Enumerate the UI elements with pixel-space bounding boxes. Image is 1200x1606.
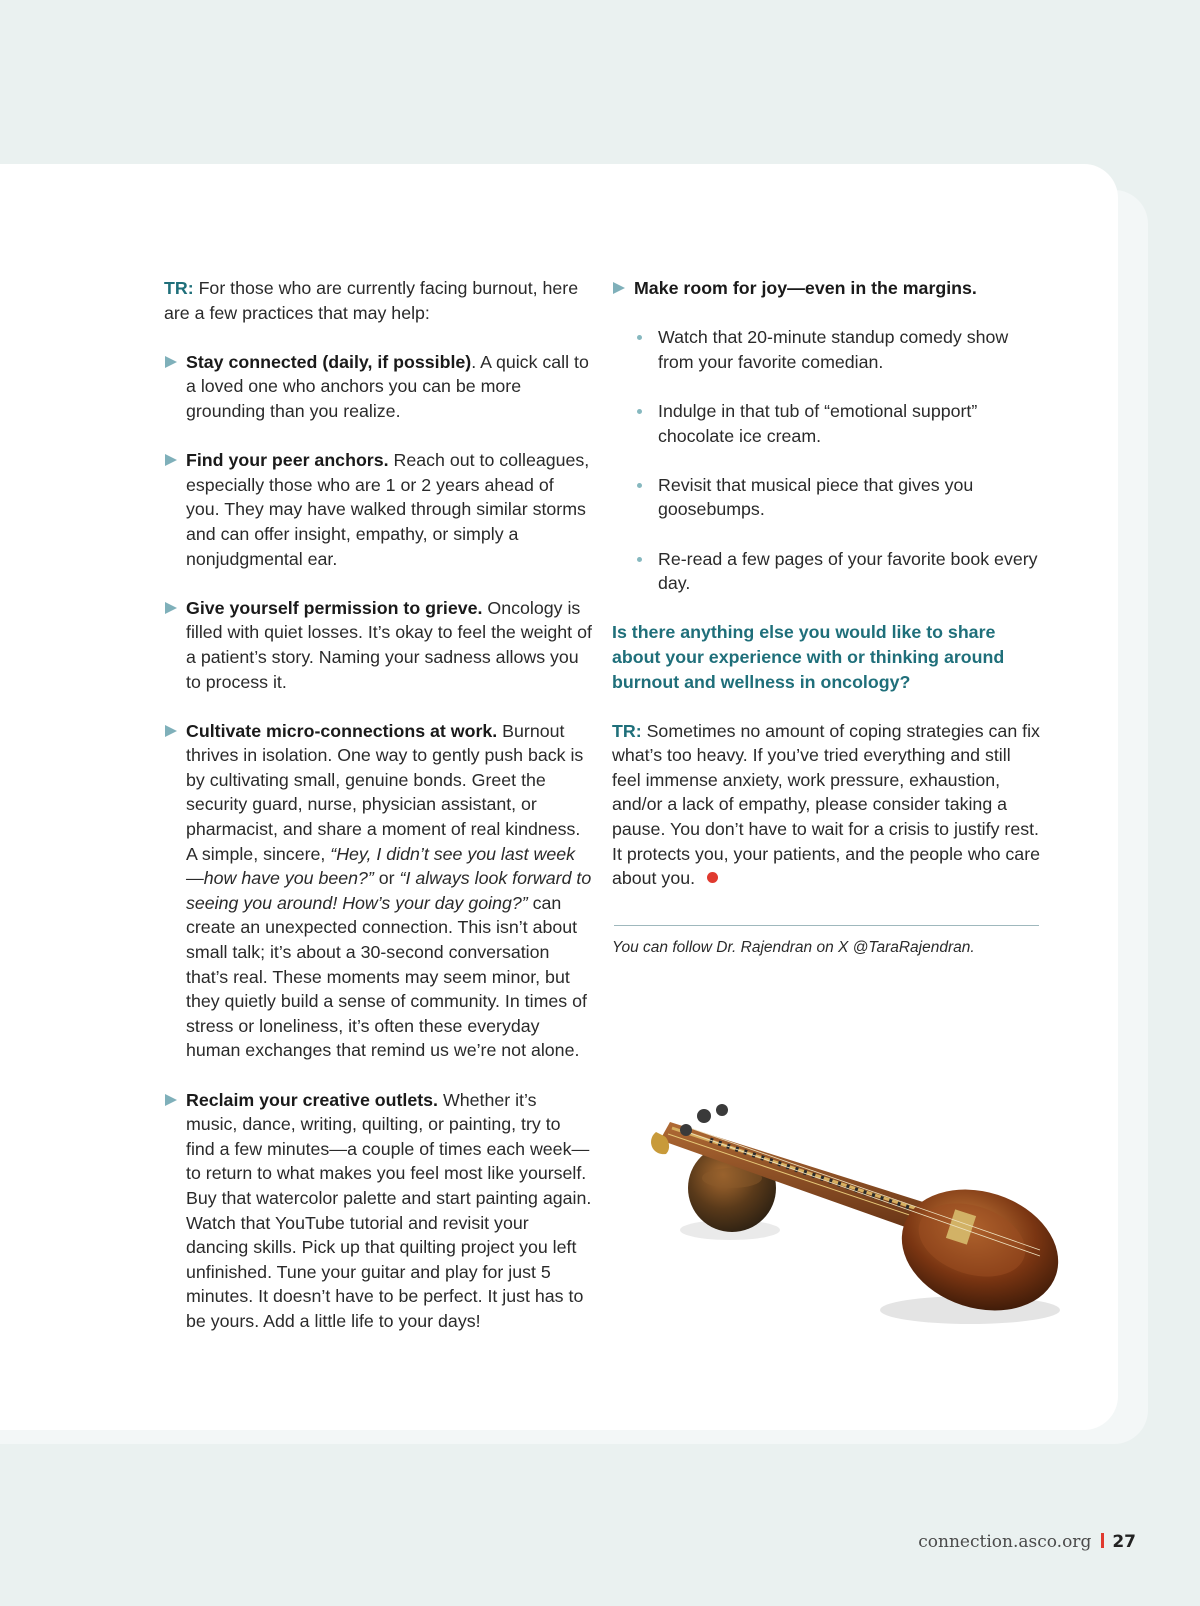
bullet-dot-icon — [637, 483, 642, 488]
end-mark-icon — [707, 872, 718, 883]
tip-item — [164, 350, 592, 424]
tip-heading: Cultivate micro-connections at work. — [186, 720, 498, 741]
joy-heading-item — [612, 276, 1040, 301]
list-item-text: Indulge in that tub of “emotional support” chocolate ice cream. — [658, 400, 978, 446]
interview-answer — [612, 719, 1040, 891]
tip-text: Burnout thrives in isolation. One way to gently push back is by cultivating small, genuine bonds. Greet the security guard, nurse, physician assistant, or pharmacist, and share a moment of real kindness. A simple, sincere, — [186, 720, 584, 864]
tip-heading: Stay connected (daily, if possible) — [186, 351, 472, 372]
list-item-text: Re-read a few pages of your favorite book every day. — [658, 548, 1038, 594]
tip-text: Oncology is filled with quiet losses. It’s okay to feel the weight of a patient’s story. Naming your sadness allows you to process it. — [186, 597, 592, 692]
bullet-dot-icon — [637, 335, 642, 340]
tip-text: . A quick call to a loved one who anchors you can be more grounding than you realize. — [186, 351, 589, 421]
list-item — [612, 399, 1040, 448]
joy-heading: Make room for joy—even in the margins. — [634, 278, 977, 298]
list-item — [612, 547, 1040, 596]
tip-text: can create an unexpected connection. This isn’t about small talk; it’s about a 30-second conversation that’s real. These moments may seem minor, but they quietly build a sense of community. In times of stress or loneliness, it’s often these everyday human exchanges that remind us we’re not alone. — [186, 892, 587, 1061]
tip-item — [164, 448, 592, 571]
triangle-bullet-icon — [613, 282, 625, 294]
tip-text: Whether it’s music, dance, writing, quilting, or painting, try to find a few minutes—a couple of times each week—to return to what makes you feel most like yourself. Buy that watercolor palette and start painting again. Watch that YouTube tutorial and revisit your dancing skills. Pick up that quilting project you left unfinished. Tune your guitar and play for just 5 minutes. It doesn’t have to be perfect. It just has to be yours. Add a little life to your days! — [186, 1089, 592, 1331]
list-item — [612, 473, 1040, 522]
divider — [614, 925, 1039, 926]
tip-quote: “I always look forward to seeing you around! How’s your day going?” — [186, 868, 592, 913]
intro-text: For those who are currently facing burnout, here are a few practices that may help: — [164, 278, 579, 323]
veena-instrument-image — [650, 1100, 1070, 1340]
triangle-bullet-icon — [165, 725, 177, 737]
bullet-dot-icon — [637, 557, 642, 562]
tip-item — [164, 719, 592, 1063]
tip-quote: “Hey, I didn’t see you last week—how have you been?” — [186, 843, 576, 889]
page-footer — [918, 1532, 1136, 1552]
footer-site: connection.asco.org — [918, 1532, 1092, 1552]
left-column — [164, 276, 592, 1358]
joy-list — [612, 325, 1040, 596]
right-column — [612, 276, 1040, 960]
triangle-bullet-icon — [165, 454, 177, 466]
page-number: 27 — [1112, 1532, 1136, 1552]
list-item-text: Watch that 20-minute standup comedy show from your favorite comedian. — [658, 327, 1009, 372]
tip-heading: Reclaim your creative outlets. — [186, 1089, 439, 1110]
answer-text: Sometimes no amount of coping strategies can fix what’s too heavy. If you’ve tried everything and still feel immense anxiety, work pressure, exhaustion, and/or a lack of empathy, please consider taking a pause. You don’t have to wait for a crisis to justify rest. It protects you, your patients, and the people who care about you. — [612, 720, 1041, 889]
intro-paragraph — [164, 276, 592, 325]
intro-label: TR: — [164, 278, 194, 298]
footer-separator — [1101, 1533, 1104, 1548]
tip-item — [164, 1088, 592, 1334]
follow-note: You can follow Dr. Rajendran on X @TaraRajendran. — [612, 938, 975, 956]
answer-label: TR: — [612, 720, 642, 741]
tip-item — [164, 596, 592, 694]
tip-text: Reach out to colleagues, especially those who are 1 or 2 years ahead of you. They may have walked through similar storms and can offer insight, empathy, or simply a nonjudgmental ear. — [186, 450, 590, 569]
tip-heading: Find your peer anchors. — [186, 450, 389, 471]
tip-text: or — [373, 868, 400, 889]
triangle-bullet-icon — [165, 356, 177, 368]
tip-heading: Give yourself permission to grieve. — [186, 597, 483, 618]
list-item — [612, 325, 1040, 374]
triangle-bullet-icon — [165, 1094, 177, 1106]
list-item-text: Revisit that musical piece that gives you goosebumps. — [658, 474, 974, 520]
bullet-dot-icon — [637, 409, 642, 414]
interview-question: Is there anything else you would like to share about your experience with or thinking around burnout and wellness in oncology? — [612, 622, 1005, 692]
triangle-bullet-icon — [165, 602, 177, 614]
